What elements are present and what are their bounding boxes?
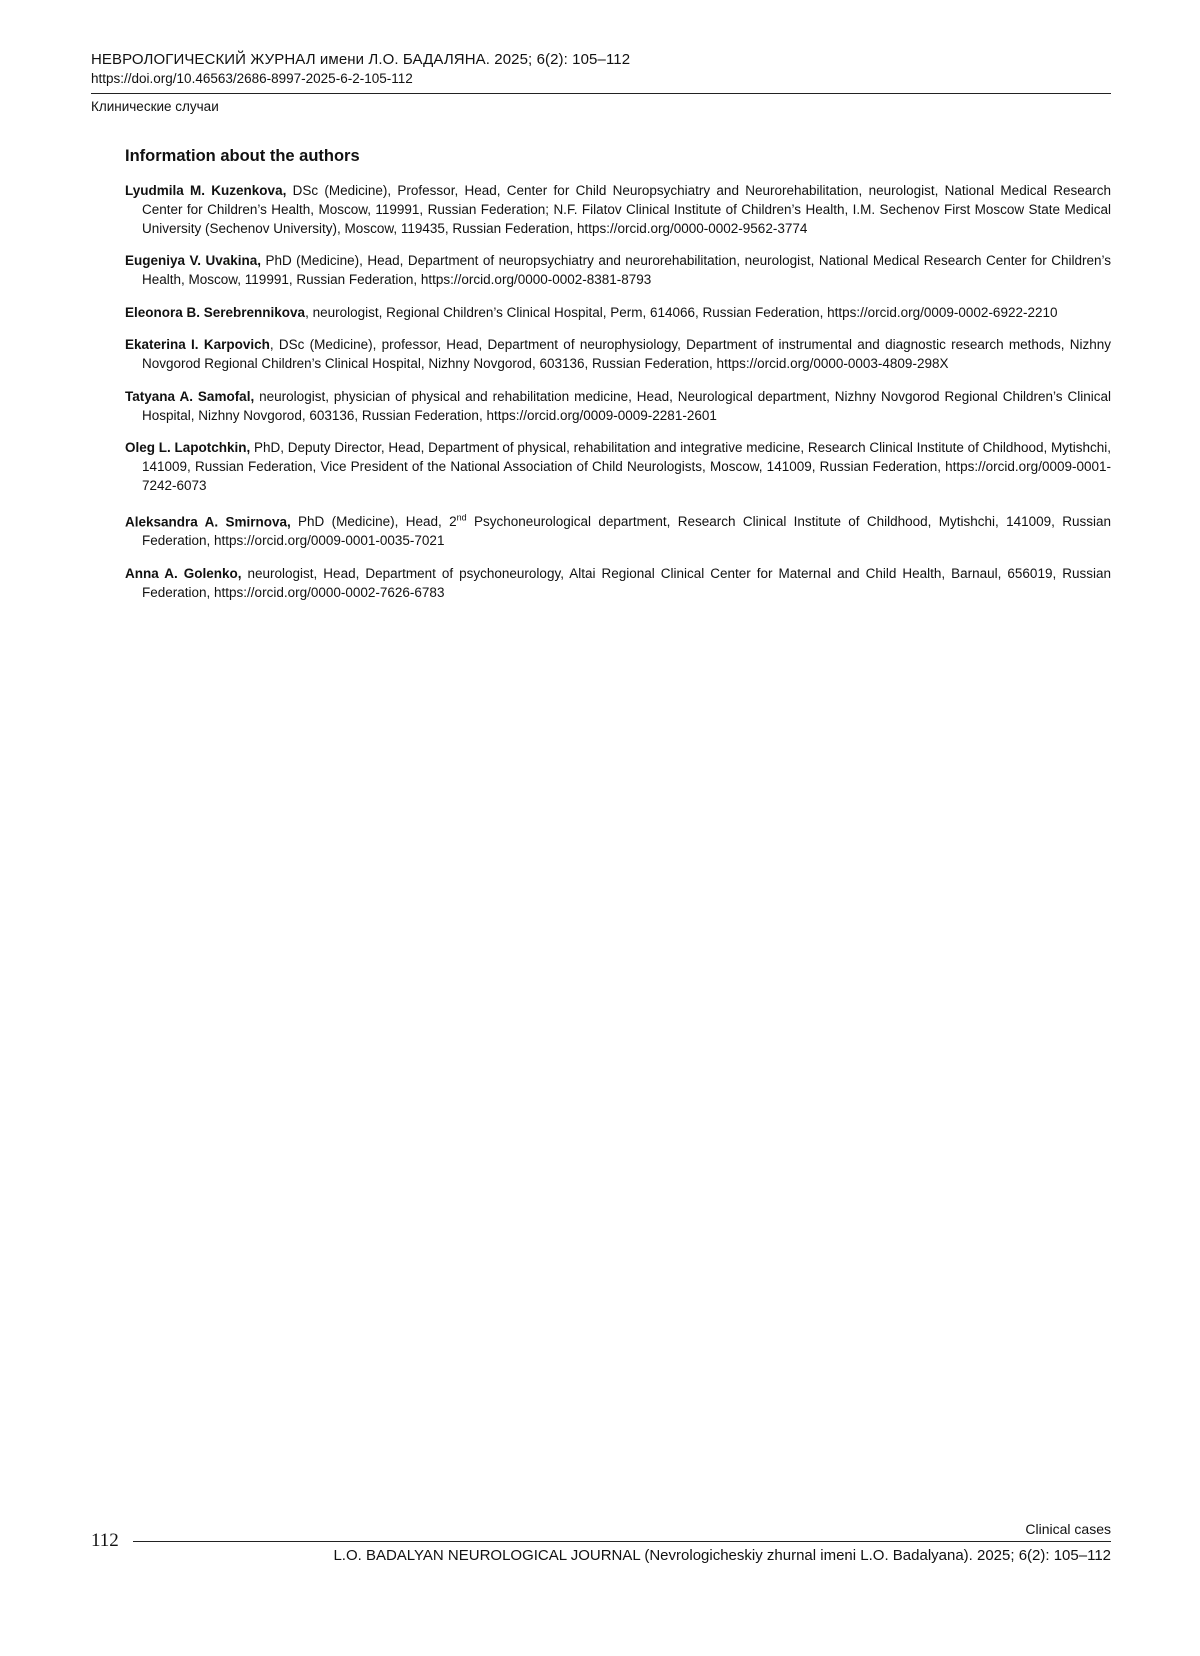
author-name: Tatyana A. Samofal, bbox=[125, 388, 255, 404]
author-details: PhD, Deputy Director, Head, Department of physical, rehabilitation and integrative medicine, Research Clinical Institute of Childhood, Mytishchi, 141009, Russian Federation, Vice President of the National Association of Child Neurologists, Moscow, 141009, Russian Federation, https://orcid.org/0009-0001-7242-6073 bbox=[142, 440, 1111, 493]
running-header bbox=[91, 50, 1111, 116]
author-name: Eleonora B. Serebrennikova bbox=[125, 304, 306, 320]
author-name: Eugeniya V. Uvakina, bbox=[125, 253, 261, 268]
author-details: PhD (Medicine), Head, Department of neuropsychiatry and neurorehabilitation, neurologist, National Medical Research Center for Children’s Health, Moscow, 119991, Russian Federation, https://orcid.org/0000-0002-8381-8793 bbox=[142, 253, 1111, 287]
author-details: , neurologist, Regional Children’s Clinical Hospital, Perm, 614066, Russian Federation, https://orcid.org/0009-0002-6922-2210 bbox=[305, 304, 1058, 320]
section-name-en: Clinical cases bbox=[1025, 1521, 1111, 1537]
author-name: Oleg L. Lapotchkin, bbox=[125, 440, 251, 455]
author-entry bbox=[125, 251, 1111, 289]
author-details: DSc (Medicine), Professor, Head, Center for Child Neuropsychiatry and Neurorehabilitation, neurologist, National Medical Research Center for Children’s Health, Moscow, 119991, Russian Federation; N.F. Filatov Clinical Institute of Children’s Health, I.M. Sechenov First Moscow State Medical University (Sechenov University), Moscow, 119435, Russian Federation, https://orcid.org/0000-0002-9562-3774 bbox=[142, 182, 1112, 236]
journal-title-en: L.O. BADALYAN NEUROLOGICAL JOURNAL (Nevrologicheskiy zhurnal imeni L.O. Badalyana). 2025; 6(2): 105–112 bbox=[333, 1547, 1111, 1564]
author-entry bbox=[125, 387, 1111, 425]
author-name: Lyudmila M. Kuzenkova, bbox=[125, 182, 287, 198]
authors-info-section bbox=[125, 145, 1111, 608]
author-entry bbox=[125, 509, 1111, 551]
section-name-ru: Клинические случаи bbox=[91, 99, 219, 114]
author-entry bbox=[125, 438, 1111, 495]
running-footer bbox=[91, 1520, 1111, 1570]
page-number: 112 bbox=[91, 1530, 119, 1551]
author-details: PhD (Medicine), Head, 2nd Psychoneurological department, Research Clinical Institute of Childhood, Mytishchi, 141009, Russian Federation, https://orcid.org/0009-0001-0035-7021 bbox=[142, 512, 1111, 548]
author-entry bbox=[125, 181, 1111, 238]
header-divider bbox=[91, 93, 1111, 94]
author-details: neurologist, Head, Department of psychoneurology, Altai Regional Clinical Center for Maternal and Child Health, Barnaul, 656019, Russian Federation, https://orcid.org/0000-0002-7626-6783 bbox=[142, 565, 1111, 600]
author-entry bbox=[125, 335, 1111, 373]
author-details: neurologist, physician of physical and rehabilitation medicine, Head, Neurological department, Nizhny Novgorod Regional Children’s Clinical Hospital, Nizhny Novgorod, 603136, Russian Federation, https://orcid.org/0009-0009-2281-2601 bbox=[142, 388, 1111, 423]
author-name: Anna A. Golenko, bbox=[125, 565, 242, 581]
author-entry bbox=[125, 303, 1111, 322]
journal-title-ru: НЕВРОЛОГИЧЕСКИЙ ЖУРНАЛ имени Л.О. БАДАЛЯНА. 2025; 6(2): 105–112 bbox=[91, 51, 631, 68]
author-name: Aleksandra A. Smirnova, bbox=[125, 514, 291, 529]
section-heading: Information about the authors bbox=[125, 147, 360, 165]
author-entry bbox=[125, 564, 1111, 602]
author-name: Ekaterina I. Karpovich bbox=[125, 337, 270, 352]
author-details: , DSc (Medicine), professor, Head, Department of neurophysiology, Department of instrumental and diagnostic research methods, Nizhny Novgorod Regional Children’s Clinical Hospital, Nizhny Novgorod, 603136, Russian Federation, https://orcid.org/0000-0003-4809-298X bbox=[142, 337, 1111, 371]
footer-divider bbox=[133, 1541, 1111, 1542]
doi-link[interactable]: https://doi.org/10.46563/2686-8997-2025-6-2-105-112 bbox=[91, 71, 413, 86]
